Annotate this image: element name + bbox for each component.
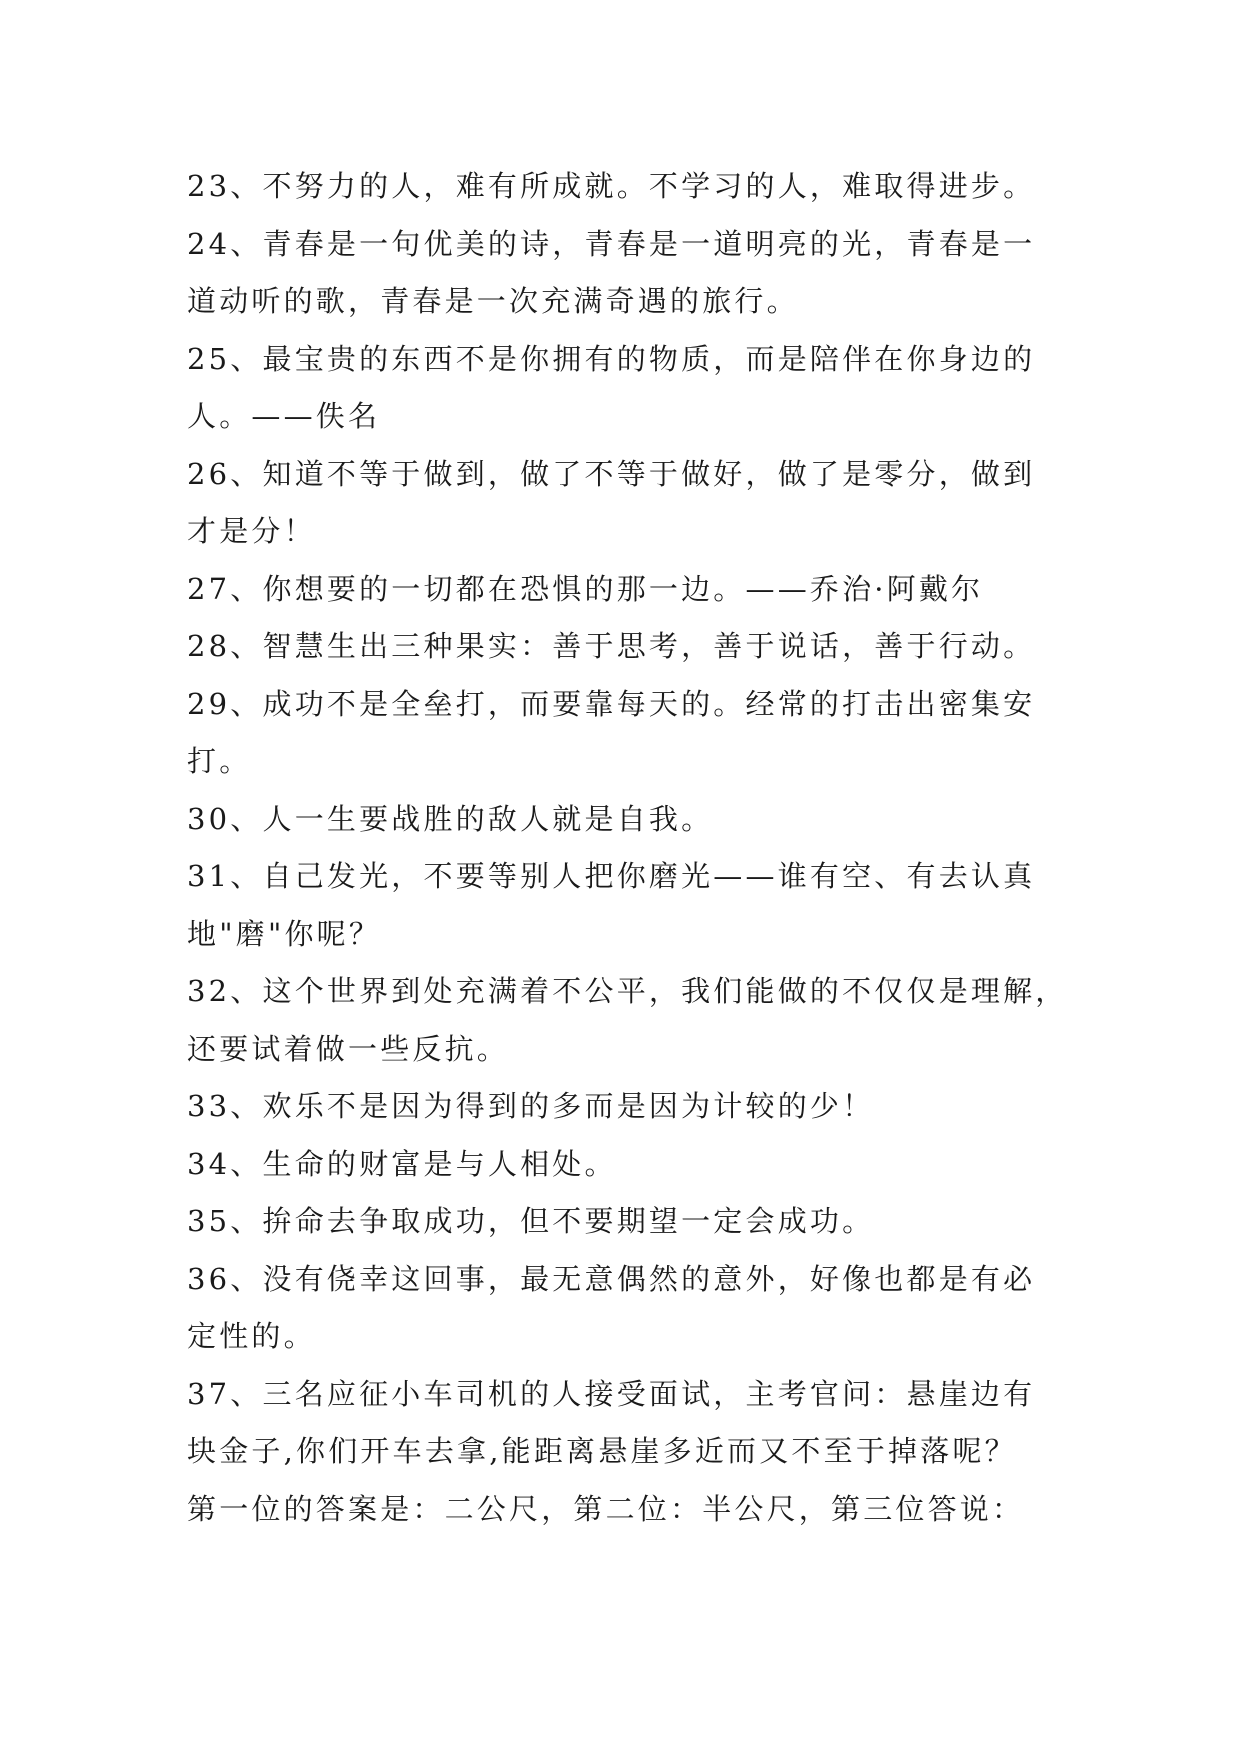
text-line: 29、成功不是全垒打，而要靠每天的。经常的打击出密集安 bbox=[187, 686, 1036, 721]
text-line: 定性的。 bbox=[187, 1319, 316, 1353]
text-line: 地"磨"你呢？ bbox=[187, 916, 382, 951]
text-line: 33、欢乐不是因为得到的多而是因为计较的少！ bbox=[187, 1089, 875, 1123]
text-line: 打。 bbox=[187, 744, 252, 778]
text-line: 35、拚命去争取成功，但不要期望一定会成功。 bbox=[187, 1204, 875, 1238]
text-line: 34、生命的财富是与人相处。 bbox=[187, 1146, 617, 1181]
text-line: 23、不努力的人，难有所成就。不学习的人，难取得进步。 bbox=[187, 169, 1036, 203]
text-line: 才是分！ bbox=[187, 514, 316, 548]
document-body bbox=[187, 158, 1087, 1538]
text-line: 36、没有侥幸这回事，最无意偶然的意外，好像也都是有必 bbox=[187, 1261, 1036, 1296]
text-line: 24、青春是一句优美的诗，青春是一道明亮的光，青春是一 bbox=[187, 226, 1036, 261]
text-line: 26、知道不等于做到，做了不等于做好，做了是零分，做到 bbox=[187, 456, 1036, 491]
text-line: 道动听的歌，青春是一次充满奇遇的旅行。 bbox=[187, 284, 799, 318]
text-line: 25、最宝贵的东西不是你拥有的物质，而是陪伴在你身边的 bbox=[187, 341, 1036, 376]
text-line: 第一位的答案是：二公尺，第二位：半公尺，第三位答说： bbox=[187, 1491, 1025, 1526]
text-line: 还要试着做一些反抗。 bbox=[187, 1031, 510, 1066]
text-line: 27、你想要的一切都在恐惧的那一边。——乔治·阿戴尔 bbox=[187, 571, 984, 606]
text-line: 32、这个世界到处充满着不公平，我们能做的不仅仅是理解， bbox=[187, 974, 1068, 1008]
text-line: 块金子,你们开车去拿,能距离悬崖多近而又不至于掉落呢？ bbox=[187, 1434, 1017, 1468]
text-line: 28、智慧生出三种果实：善于思考，善于说话，善于行动。 bbox=[187, 629, 1036, 663]
text-line: 31、自己发光，不要等别人把你磨光——谁有空、有去认真 bbox=[187, 859, 1036, 893]
text-line: 30、人一生要战胜的敌人就是自我。 bbox=[187, 801, 714, 836]
text-line: 37、三名应征小车司机的人接受面试，主考官问：悬崖边有 bbox=[187, 1376, 1036, 1411]
text-line: 人。——佚名 bbox=[187, 399, 381, 433]
